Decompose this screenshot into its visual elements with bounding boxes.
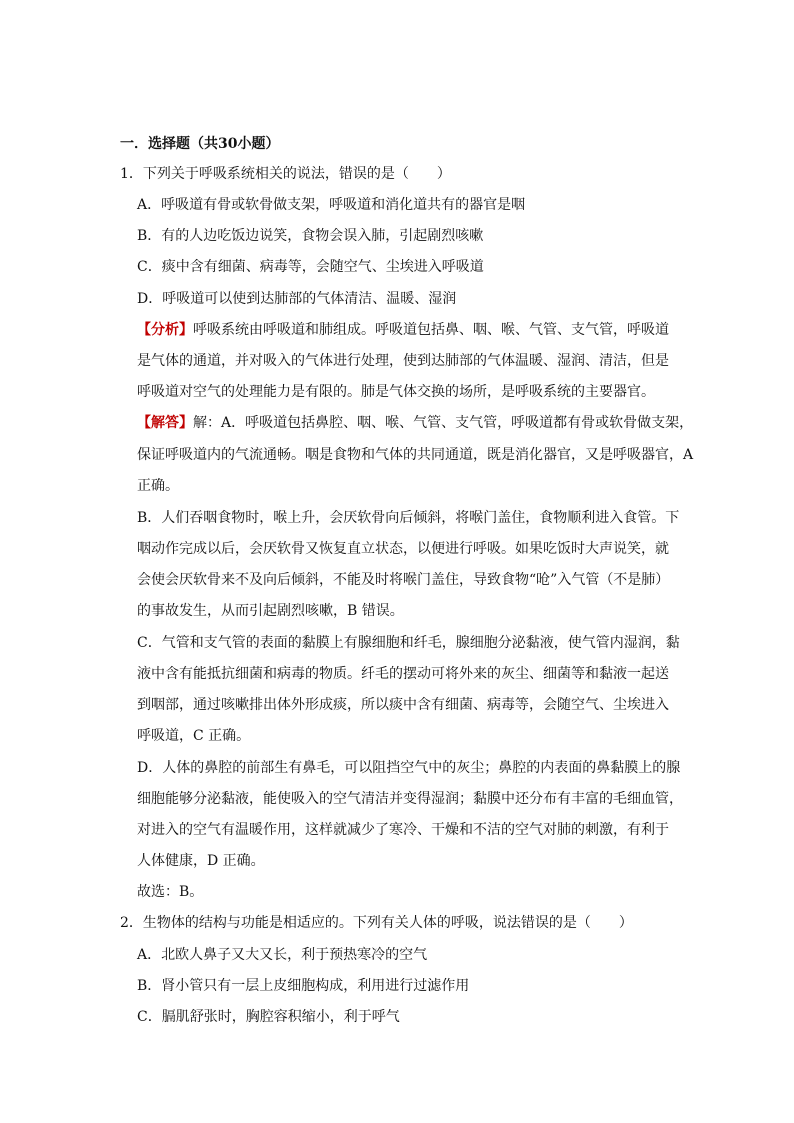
answer-line-4: B．人们吞咽食物时，喉上升，会厌软骨向后倾斜，将喉门盖住，食物顺利进入食管。下 — [137, 510, 680, 526]
answer-line-8: C．气管和支气管的表面的黏膜上有腺细胞和纤毛，腺细胞分泌黏液，使气管内湿润，黏 — [137, 635, 680, 651]
question-1-option-b: B．有的人边吃饭边说笑，食物会误入肺，引起剧烈咳嗽 — [137, 228, 484, 244]
question-2-option-c: C．膈肌舒张时，胸腔容积缩小，利于呼气 — [137, 1009, 400, 1025]
section-title: 一．选择题（共30小题） — [120, 136, 280, 152]
answer-line-1 — [137, 414, 693, 432]
answer-line-15: 人体健康，D 正确。 — [137, 853, 265, 869]
answer-line-6: 会使会厌软骨来不及向后倾斜，不能及时将喉门盖住，导致食物“呛”入气管（不是肺） — [137, 572, 670, 588]
answer-line-10: 到咽部，通过咳嗽排出体外形成痰，所以痰中含有细菌、病毒等，会随空气、尘埃进入 — [137, 697, 669, 713]
analysis-line-3: 呼吸道对空气的处理能力是有限的。肺是气体交换的场所，是呼吸系统的主要器官。 — [137, 384, 655, 400]
analysis-tag: 【分析】 — [137, 322, 193, 338]
question-2-option-a: A．北欧人鼻子又大又长，利于预热寒冷的空气 — [137, 947, 428, 963]
question-2-option-b: B．肾小管只有一层上皮细胞构成，利用进行过滤作用 — [137, 978, 470, 994]
analysis-text: 呼吸系统由呼吸道和肺组成。呼吸道包括鼻、咽、喉、气管、支气管，呼吸道 — [193, 322, 669, 338]
question-2-stem: 2．生物体的结构与功能是相适应的。下列有关人体的呼吸，说法错误的是（ ） — [120, 915, 633, 931]
answer-line-12: D．人体的鼻腔的前部生有鼻毛，可以阻挡空气中的灰尘；鼻腔的内表面的鼻黏膜上的腺 — [137, 760, 681, 776]
question-1-option-a: A．呼吸道有骨或软骨做支架，呼吸道和消化道共有的器官是咽 — [137, 197, 526, 213]
answer-line-2: 保证呼吸道内的气流通畅。咽是食物和气体的共同通道，既是消化器官，又是呼吸器官，A — [137, 447, 694, 463]
question-1-option-d: D．呼吸道可以使到达肺部的气体清洁、温暖、湿润 — [137, 291, 457, 307]
answer-line-13: 细胞能够分泌黏液，能使吸入的空气清洁并变得湿润；黏膜中还分布有丰富的毛细血管， — [137, 791, 683, 807]
analysis-line-1 — [137, 321, 669, 339]
answer-line-11: 呼吸道，C 正确。 — [137, 728, 251, 744]
answer-line-16: 故选：B。 — [137, 884, 204, 900]
answer-line-14: 对进入的空气有温暖作用，这样就减少了寒冷、干燥和不洁的空气对肺的刺激，有利于 — [137, 822, 669, 838]
answer-line-7: 的事故发生，从而引起剧烈咳嗽，B 错误。 — [137, 603, 404, 619]
answer-line-9: 液中含有能抵抗细菌和病毒的物质。纤毛的摆动可将外来的灰尘、细菌等和黏液一起送 — [137, 666, 669, 682]
answer-tag: 【解答】 — [137, 415, 193, 431]
question-1-stem: 1．下列关于呼吸系统相关的说法，错误的是（ ） — [120, 166, 451, 182]
answer-text: 解：A．呼吸道包括鼻腔、咽、喉、气管、支气管，呼吸道都有骨或软骨做支架， — [193, 415, 694, 431]
question-1-option-c: C．痰中含有细菌、病毒等，会随空气、尘埃进入呼吸道 — [137, 259, 484, 275]
analysis-line-2: 是气体的通道，并对吸入的气体进行处理，使到达肺部的气体温暖、湿润、清洁，但是 — [137, 353, 669, 369]
answer-line-5: 咽动作完成以后，会厌软骨又恢复直立状态，以便进行呼吸。如果吃饭时大声说笑，就 — [137, 541, 669, 557]
answer-line-3: 正确。 — [137, 478, 179, 494]
